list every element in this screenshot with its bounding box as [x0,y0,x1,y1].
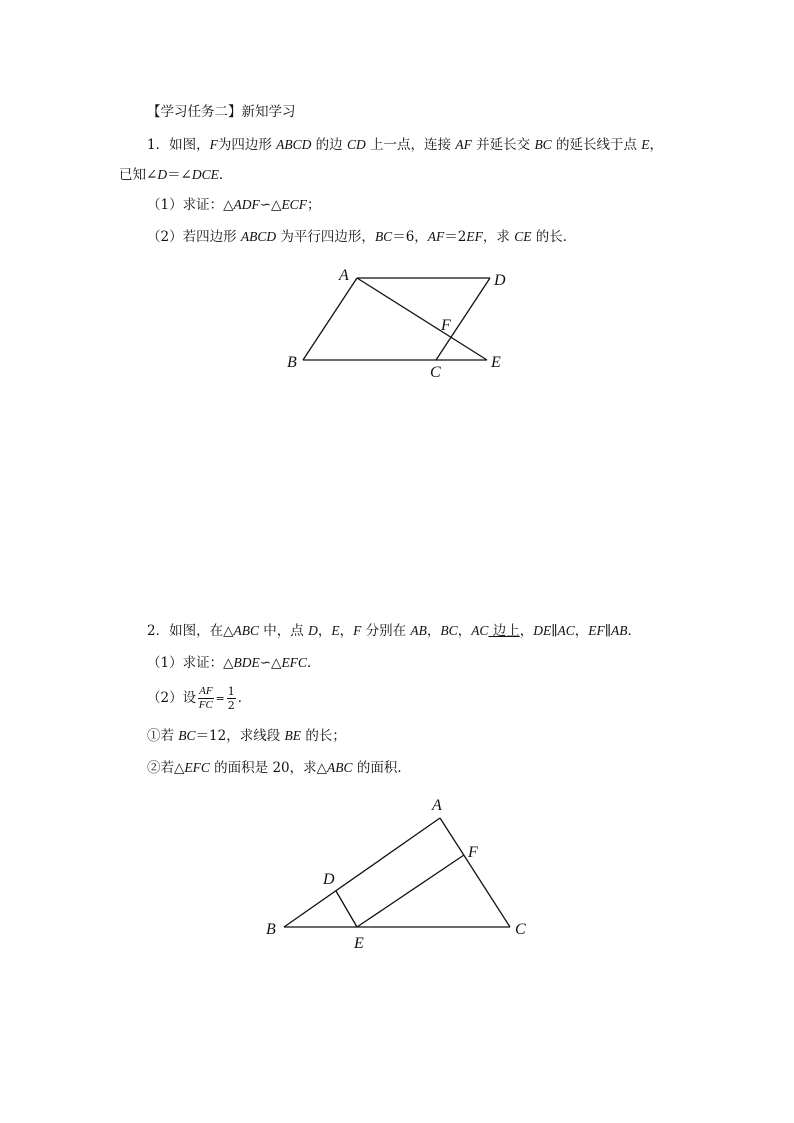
q2-sub2 [147,759,411,777]
q2-var: EFC [281,655,307,670]
fraction-numerator: 1 [227,685,235,698]
q1-text: 的边 [311,137,347,153]
fraction-denominator: 2 [227,699,235,712]
q1-text: ∽△ [259,197,282,213]
q2-text: ， [574,623,589,639]
q1-var: CD [346,137,366,152]
q1-text: 为平行四边形， [276,229,375,245]
q2-text: ． [306,655,321,671]
q1-text: 上一点，连接 [365,137,456,153]
q2-text: ． [237,690,252,706]
point-label-d: D [323,871,335,888]
q2-text: 的长； [301,728,346,744]
q1-var: ADF [233,197,260,212]
q2-var: AC [557,623,575,638]
q1-var: BC [534,137,552,152]
q2-part1 [147,654,320,672]
q1-text: ＝∠ [167,167,192,183]
q2-statement [147,622,641,640]
q2-var: E [331,623,340,638]
q1-var: ECF [281,197,307,212]
q1-text: ＝2 [444,229,467,245]
q1-text: ． [218,167,233,183]
q2-var: BDE [233,655,260,670]
q2-var: D [308,623,318,638]
q2-var: ABC [327,760,353,775]
q2-text: ②若△ [147,760,185,776]
q2-text: ∥ [604,623,612,639]
q2-text: ， [317,623,332,639]
q2-var: BC [178,728,196,743]
q1-var: F [209,137,218,152]
fraction-numerator: AF [199,685,213,697]
point-label-c: C [430,364,441,381]
q1-text: 1．如图， [147,137,210,153]
point-label-f: F [441,317,451,334]
point-label-b: B [266,921,276,938]
q1-text: ； [306,197,321,213]
q2-text: ∥ [551,623,558,639]
ratio-fraction [198,685,213,712]
q2-text: ＝12，求线段 [195,728,285,744]
q2-sub1 [147,727,346,745]
q2-text: ， [339,623,354,639]
q1-text: ＝6， [392,229,428,245]
point-label-d: D [494,272,506,289]
point-label-b: B [287,354,297,371]
section-title: 【学习任务二】新知学习 [147,104,296,120]
q2-text: （2）设 [147,690,197,706]
point-label-e: E [354,935,364,952]
q2-text: 边上 [488,623,520,639]
q2-var: BE [284,728,302,743]
q1-var: D [157,167,168,182]
q2-var: AB [410,623,427,638]
q2-text: ， [519,623,534,639]
q2-var: EFC [184,760,210,775]
q1-text: 的长． [531,229,577,245]
point-label-a: A [339,267,349,284]
q1-var: EF [466,229,483,244]
q1-text: 为四边形 [217,137,277,153]
fraction-denominator: FC [198,699,213,711]
segment-ab [303,278,357,360]
q2-text: ①若 [147,728,179,744]
q1-var: BC [374,229,393,244]
point-label-f: F [468,844,478,861]
q2-text: ， [457,623,472,639]
half-fraction [227,685,236,712]
q1-text: 并延长交 [471,137,535,153]
point-label-e: E [491,354,501,371]
q1-text: （2）若四边形 [147,229,241,245]
q2-var: AC [471,623,489,638]
q1-var: ABCD [276,137,312,152]
q2-text: 中，点 [258,623,309,639]
q2-part2 [147,683,251,714]
q2-var: DE [533,623,552,638]
q1-var: AF [455,137,472,152]
q1-text: 的延长线于点 [551,137,642,153]
q1-text: ， [649,137,664,153]
q2-var: BC [440,623,458,638]
q2-text: ∽△ [259,655,282,671]
q2-text: 分别在 [361,623,411,639]
segment-ae [357,278,487,360]
q2-text: ． [627,623,642,639]
q2-text: 2．如图，在△ [147,623,234,639]
point-label-a: A [432,797,442,814]
q2-text: 的面积． [352,760,411,776]
point-label-c: C [515,921,526,938]
q1-var: CE [514,229,532,244]
q1-text: （1）求证：△ [147,197,234,213]
equals-sign: = [215,692,225,705]
q2-var: ABC [233,623,259,638]
q2-text: ， [426,623,441,639]
q1-var: DCE [191,167,219,182]
q2-text: 的面积是 20，求△ [209,760,328,776]
q1-var: ABCD [240,229,277,244]
q1-text: ，求 [482,229,515,245]
q1-text: 已知∠ [119,167,158,183]
q2-var: EF [588,623,605,638]
q2-var: F [353,623,362,638]
q1-var: E [641,137,650,152]
q2-var: AB [611,623,628,638]
q2-text: （1）求证：△ [147,655,234,671]
q1-var: AF [427,229,445,244]
